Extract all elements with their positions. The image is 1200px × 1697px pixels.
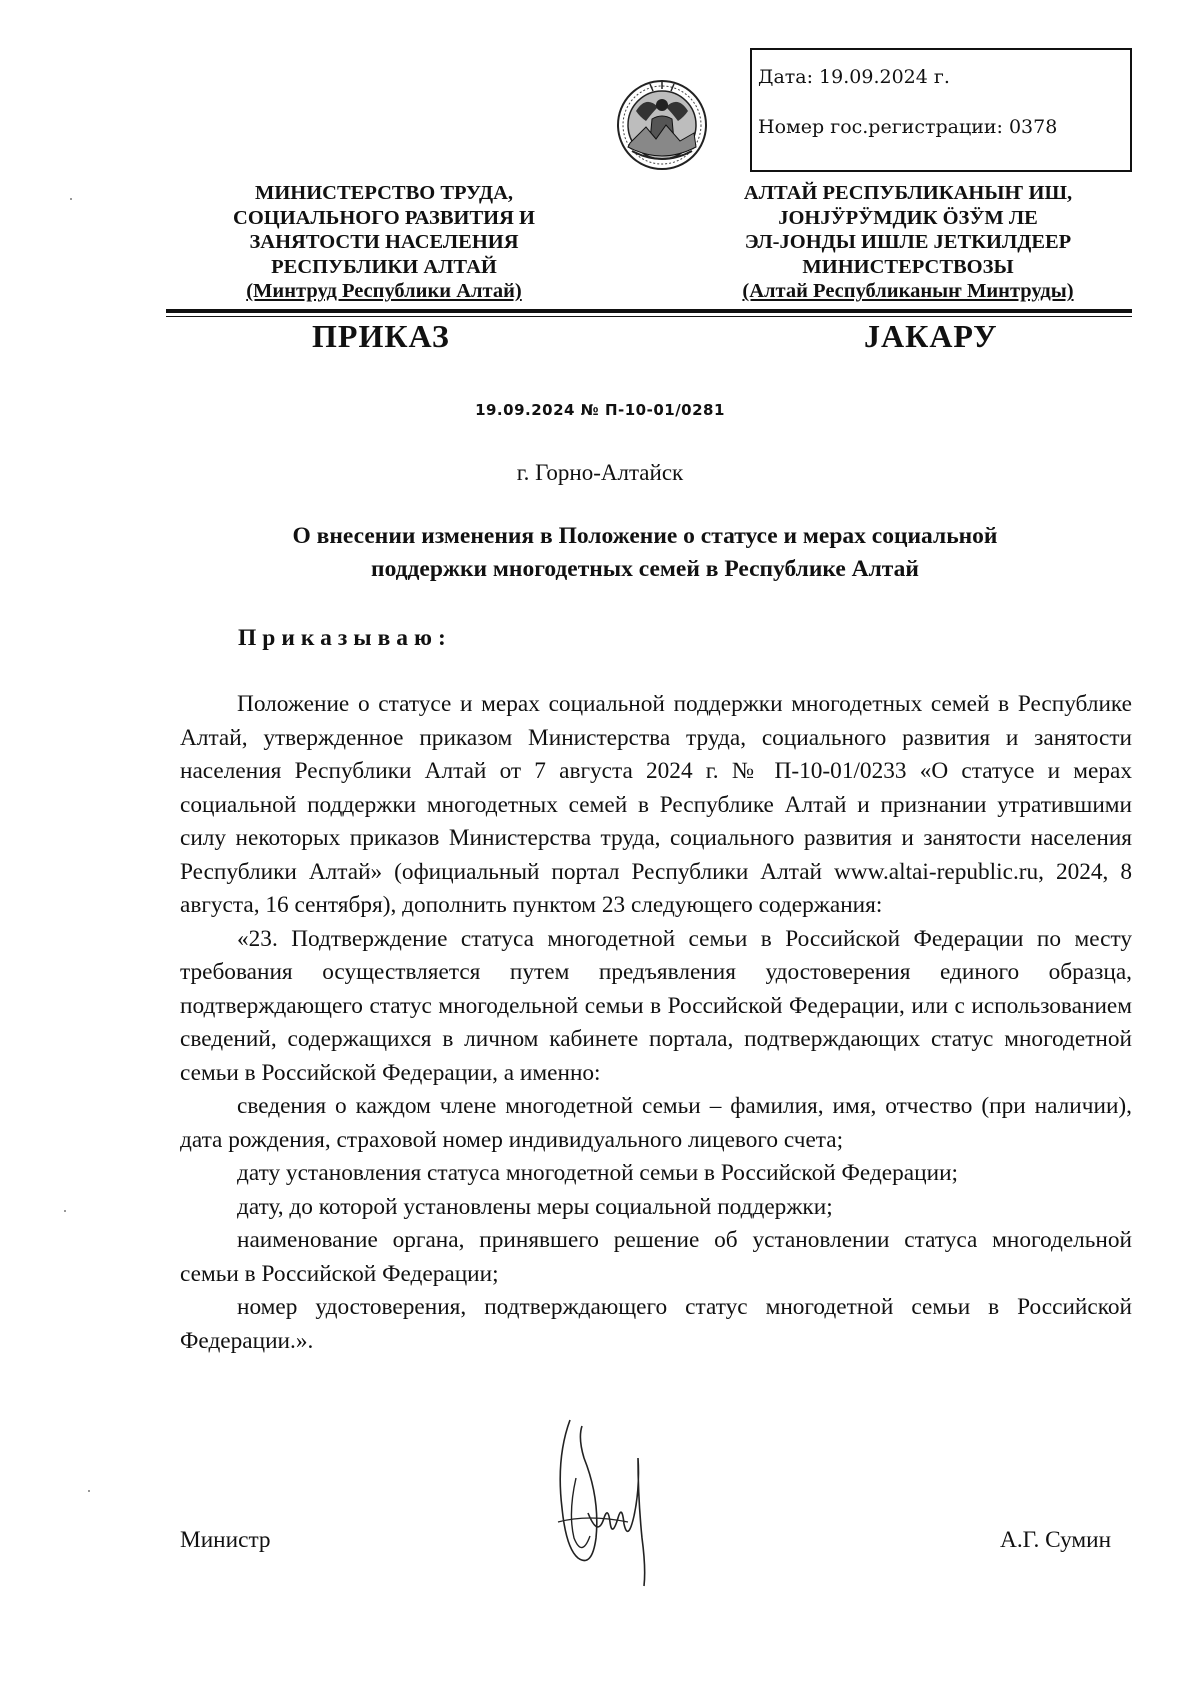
ministry-name-line: МИНИСТЕРСТВО ТРУДА,: [254, 182, 514, 204]
order-subject-line: О внесении изменения в Положение о статусе и мерах социальной: [292, 523, 998, 549]
signer-name: А.Г. Сумин: [1000, 1527, 1112, 1553]
body-paragraph: Положение о статусе и мерах социальной поддержки многодетных семей в Республике Алтай, утвержденное приказом Министерства труда, социального развития и занятости населения Республики Алтай от 7 августа 2024 г. № П-10-01/0233 «О статусе и мерах социальной поддержки многодетных семей в Республике Алтай и признании утратившими силу некоторых приказов Министерства труда, социального развития и занятости населения Республики Алтай» (официальный портал Республики Алтай www.altai-republic.ru, 2024, 8 августа, 16 сентября), дополнить пунктом 23 следующего содержания:: [180, 691, 1132, 918]
order-body: [180, 688, 1132, 1358]
body-paragraph: «23. Подтверждение статуса многодетной семьи в Российской Федерации по месту требования осуществляется путем предъявления удостоверения единого образца, подтверждающего статус многодельной семьи в Российской Федерации, или с использованием сведений, содержащихся в личном кабинете портала, подтверждающих статус многодетной семьи в Российской Федерации, а именно:: [180, 925, 1132, 1086]
registration-date: Дата: 19.09.2024 г.: [758, 66, 950, 88]
ministry-name-line: ЭЛ-ЈОНДЫ ИШЛЕ ЈЕТКИЛДЕЕР: [744, 231, 1072, 254]
ministry-name-line: МИНИСТЕРСТВОЗЫ: [802, 255, 1014, 278]
ministry-name-line: АЛТАЙ РЕСПУБЛИКАНЫҤ ИШ,: [743, 182, 1073, 204]
scan-speck: [64, 1210, 66, 1212]
header-divider-thin: [166, 316, 1132, 317]
body-paragraph: сведения о каждом члене многодетной семьи – фамилия, имя, отчество (при наличии), дата рождения, страховой номер индивидуального лицевого счета;: [180, 1093, 1132, 1153]
registration-stamp: [750, 48, 1132, 172]
order-number: 19.09.2024 № П-10-01/0281: [475, 401, 725, 419]
ministry-name-line: СОЦИАЛЬНОГО РАЗВИТИЯ И: [233, 206, 535, 229]
scan-speck: [88, 1490, 90, 1492]
handwritten-signature-icon: [548, 1418, 688, 1588]
ministry-name-line: РЕСПУБЛИКИ АЛТАЙ: [271, 255, 497, 278]
signer-position: Министр: [180, 1527, 271, 1553]
ministry-name-line: ЗАНЯТОСТИ НАСЕЛЕНИЯ: [249, 231, 519, 254]
body-paragraph: дату установления статуса многодетной семьи в Российской Федерации;: [237, 1160, 959, 1186]
header-divider-thick: [166, 309, 1132, 313]
ministry-short-name: (Минтруд Республики Алтай): [246, 280, 522, 303]
order-subject-line: поддержки многодетных семей в Республике Алтай: [371, 556, 919, 582]
order-title-altai: ЈАКАРУ: [864, 318, 998, 354]
body-paragraph: наименование органа, принявшего решение об установлении статуса многодельной семьи в Российской Федерации;: [180, 1227, 1132, 1287]
registration-number: Номер гос.регистрации: 0378: [758, 116, 1058, 138]
order-title-russian: ПРИКАЗ: [312, 318, 450, 354]
orders-heading: Приказываю:: [238, 625, 452, 651]
ministry-name-line: ЈОНЈӰРӰМДИК ӦЗӰМ ЛЕ: [778, 206, 1038, 229]
ministry-header-altai: [688, 181, 1128, 304]
ministry-short-name: (Алтай Республиканыҥ Минтруды): [742, 280, 1074, 303]
altai-coat-of-arms-icon: [616, 75, 708, 177]
body-paragraph: номер удостоверения, подтверждающего статус многодетной семьи в Российской Федерации.».: [180, 1294, 1132, 1354]
ministry-header-russian: [164, 181, 604, 304]
body-paragraph: дату, до которой установлены меры социальной поддержки;: [237, 1193, 833, 1220]
order-city: г. Горно-Алтайск: [516, 460, 684, 485]
order-subject: [200, 520, 1090, 586]
scan-speck: [70, 198, 72, 200]
